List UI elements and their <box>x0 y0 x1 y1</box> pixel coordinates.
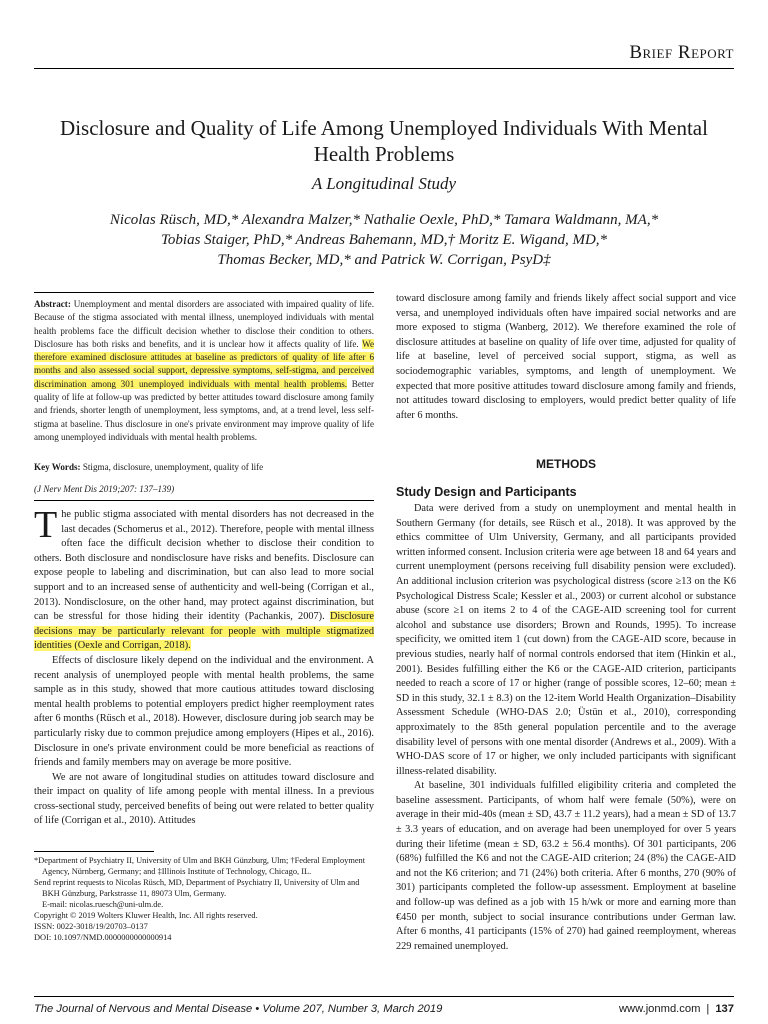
page-number: 137 <box>715 1003 734 1015</box>
keywords-text: Stigma, disclosure, unemployment, quality of life <box>80 462 264 472</box>
footer-website: www.jonmd.com <box>618 1003 701 1015</box>
footer-rule <box>34 996 734 997</box>
abstract-highlight: We therefore examined disclosure attitudes at baseline as predictors of quality of life after 6 months and also assessed social support, depressive symptoms, self-stigma, and perceived discrimination among 301 unemployed individuals with mental health problems. <box>34 338 374 389</box>
abstract-text-before: Unemployment and mental disorders are associated with impaired quality of life. Because of the stigma associated with mental illness, unemployed individuals with mental health problems face the difficult decision whether to disclose their condition to others. Disclosure has both risks and benefits, and it is unclear how it affects quality of life. <box>34 299 374 349</box>
abstract-label: Abstract: <box>34 299 71 309</box>
paragraph-effects: Effects of disclosure likely depend on the individual and the environment. A recent analysis of unemployed people with mental health problems, the same sample as in this study, showed that more cautious attitudes toward disclosing mental health problems to potential employers predict higher reemployment rates after 6 months (Rüsch et al., 2018). However, disclosure during job search may be particularly risky due to common prejudice among employers (Hipes et al., 2016). Disclosure in one's private environment could be more beneficial as reactions of friends and family members may on average be more positive. <box>34 654 374 769</box>
keywords <box>34 462 374 472</box>
paragraph-baseline: At baseline, 301 individuals fulfilled eligibility criteria and completed the baseline assessment. Participants, of whom half were female (50%), were on average in their mid-40s (mean ± SD, 43.7 ± 11.2 years), had a mean ± SD of 13.7 ± 3.3 years of education, and on average had been unemployed for over 5 years during their lifetime (mean ± SD, 63.2 ± 56.4 months). Of 301 participants, 206 (68%) fulfilled the K6 and not the CAGE-AID criterion; 24 (8%) the CAGE-AID and not the K6 criterion; and 71 (24%) both criteria. After 6 months, 270 (90% of 301) participants completed the follow-up assessment. Employment at baseline and follow-up was defined as a job with 15 h/wk or more and earning more than €450 per month, subject to social insurance contributions under German law. After 6 months, 41 participants (15% of 270) had gained reemployment, whereas 229 remained unemployed. <box>396 780 736 952</box>
footnote-email: E-mail: nicolas.ruesch@uni-ulm.de. <box>42 900 164 909</box>
paragraph-data-source: Data were derived from a study on unemployment and mental health in Southern Germany (for details, see Rüsch et al., 2018). It was approved by the ethics committee of Ulm University, Germany, and all participants provided written informed consent. Inclusion criteria were age between 18 and 64 years and current unemployment (persons receiving full disability pension were excluded). An additional inclusion criterion was psychological distress (score ≥13 on the K6 Psychological Distress Scale; Kessler et al., 2003) or current alcohol or substance abuse (score ≥1 on items 2 to 4 of the CAGE-AID screening tool for current alcohol and substance use disorders; Brown and Rounds, 1995). To increase specificity, we omitted item 1 (cut down) from the CAGE-AID score, because in previous studies, nearly half of normal controls endorsed that item (Hinkin et al., 2001). Besides fulfilling either the K6 or the CAGE-AID criterion, participants needed to reach a score of 17 or higher (range of possible scores, 12–60; mean ± SD in this study, 32.1 ± 8.3) on the 12-item World Health Organization–Disability Assessment Schedule (WHO-DAS 2.0; Üstün et al., 2010), corresponding approximately to the 85th general population percentile and to the average disability level of persons with one mental disorder (Andrews et al., 2009). With a WHO-DAS score of 17 or higher, we only included participants with significant illness-related disability. <box>396 503 736 777</box>
footer-bullet: • <box>255 1003 260 1015</box>
paragraph-intro-text: he public stigma associated with mental disorders has not decreased in the last decades (Schomerus et al., 2012). Therefore, people with mental illness often face the difficult decision whether to disclose their condition to others. Both disclosure and nondisclosure have risks and benefits. Disclosure can expose people to labeling and discrimination, but can also lead to more social support and to an increased sense of authenticity and well-being (Corrigan et al., 2013). Nondisclosure, on the other hand, may protect against discrimination, but can be stressful for those hiding their identity (Pachankis, 2007). <box>34 509 374 623</box>
author-line-2: Tobias Staiger, PhD,* Andreas Bahemann, MD,† Moritz E. Wigand, MD,* <box>160 232 608 248</box>
abstract-rule-bottom <box>34 500 374 501</box>
footer-page-info <box>619 1003 734 1015</box>
citation: (J Nerv Ment Dis 2019;207: 137–139) <box>34 484 175 494</box>
abstract-text-after: Better quality of life at follow-up was predicted by better attitudes toward disclosure among family and friends, shorter length of unemployment, less symptoms, and, at a trend level, less self-stigma at baseline. Thus disclosure in one's private environment may improve quality of life among unemployed individuals with mental health problems. <box>34 378 374 442</box>
paragraph-intro-highlight: Disclosure decisions may be particularly relevant for people with multiple stigmatized identities (Oexle and Corrigan, 2018). <box>34 611 374 652</box>
article-title: Disclosure and Quality of Life Among Unemployed Individuals With Mental Health Problems <box>60 116 708 166</box>
footnote-doi: DOI: 10.1097/NMD.0000000000000914 <box>34 933 172 942</box>
author-line-1: Nicolas Rüsch, MD,* Alexandra Malzer,* Nathalie Oexle, PhD,* Tamara Waldmann, MA,* <box>109 212 659 228</box>
footnote-rule <box>34 851 154 852</box>
study-design-heading: Study Design and Participants <box>396 485 577 499</box>
footer-journal <box>34 1003 442 1015</box>
paragraph-longitudinal: We are not aware of longitudinal studies on attitudes toward disclosure and their impact on quality of life among people with mental illness. In a previous cross-sectional study, perceived benefits of being out were related to better quality of life (Corrigan et al., 2010). Attitudes <box>34 771 374 827</box>
article-subtitle: A Longitudinal Study <box>311 174 457 193</box>
section-label: Brief Report <box>629 42 734 63</box>
footer-divider: | <box>706 1003 710 1015</box>
right-column-intro <box>396 292 736 423</box>
author-list <box>60 210 708 270</box>
footnote-issn: ISSN: 0022-3018/19/20703–0137 <box>34 922 148 931</box>
author-line-3: Thomas Becker, MD,* and Patrick W. Corrigan, PsyD‡ <box>217 252 551 268</box>
abstract-rule-top <box>34 292 374 293</box>
drop-cap: T <box>34 504 58 546</box>
footnote-reprints: Send reprint requests to Nicolas Rüsch, MD, Department of Psychiatry II, University of Ulm and BKH Günzburg, Parkstrasse 11, 89073 Ulm, Germany. <box>34 878 360 898</box>
paragraph-intro <box>34 504 374 654</box>
paragraph-continuation: toward disclosure among family and friends likely affect social support and vice versa, and unemployed individuals often have impaired social networks and are more exposed to stigma (Wanberg, 2012). We therefore examined the role of disclosure attitudes at baseline on quality of life over time, adjusted for quality of life at baseline, level of perceived social support, stigma, as well as sociodemographic variables, symptoms, and length of unemployment. We expected that more positive attitudes toward disclosure among family and friends, not attitudes toward disclosing to employers, would predict better quality of life after 6 months. <box>396 293 736 421</box>
footnote-affiliations: *Department of Psychiatry II, University of Ulm and BKH Günzburg, Ulm; †Federal Employment Agency, Nürnberg, Germany; and ‡Illinois Institute of Technology, Chicago, IL. <box>34 856 366 876</box>
footnote-copyright: Copyright © 2019 Wolters Kluwer Health, Inc. All rights reserved. <box>34 911 258 920</box>
left-column-body <box>34 504 374 829</box>
header-rule <box>34 68 734 69</box>
keywords-label: Key Words: <box>34 462 81 472</box>
abstract <box>34 298 374 444</box>
footnotes <box>34 855 374 943</box>
footer-volume: Volume 207, Number 3, March 2019 <box>262 1003 443 1015</box>
methods-heading: METHODS <box>536 457 596 471</box>
footer-journal-name: The Journal of Nervous and Mental Disease <box>34 1003 253 1015</box>
right-column-methods <box>396 502 736 954</box>
